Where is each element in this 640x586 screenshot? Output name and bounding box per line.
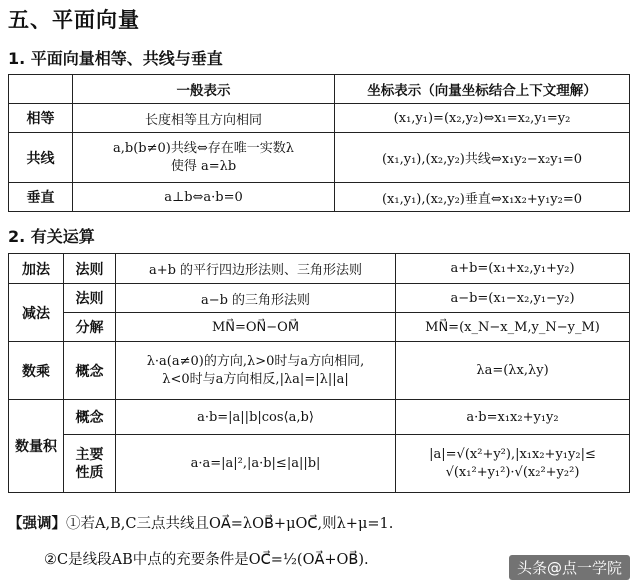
dot-properties-label: 主要性质 xyxy=(64,435,116,493)
perpendicular-general: a⊥b⇔a·b=0 xyxy=(73,183,335,212)
note-prefix: 【强调】 xyxy=(8,516,66,532)
scalar-coord: λa=(λx,λy) xyxy=(396,342,630,400)
collinear-general-line1: a,b(b≠0)共线⇔存在唯一实数λ xyxy=(113,140,294,156)
dot-properties-coord-line1: |a|=√(x²+y²),|x₁x₂+y₁y₂|≤ xyxy=(429,446,596,462)
dot-properties-coord xyxy=(396,435,630,493)
row-label-collinear: 共线 xyxy=(9,133,73,183)
equal-coord: (x₁,y₁)=(x₂,y₂)⇔x₁=x₂,y₁=y₂ xyxy=(335,104,630,133)
subtract-general: a−b 的三角形法则 xyxy=(116,284,396,313)
row-label-equal: 相等 xyxy=(9,104,73,133)
section2-heading: 2. 有关运算 xyxy=(8,227,95,246)
watermark: 头条@点一学院 xyxy=(509,555,630,580)
perpendicular-coord: (x₁,y₁),(x₂,y₂)垂直⇔x₁x₂+y₁y₂=0 xyxy=(335,183,630,212)
scalar-general xyxy=(116,342,396,400)
page-title: 五、平面向量 xyxy=(8,8,140,32)
row-label-scalar: 数乘 xyxy=(9,342,64,400)
subtract-coord: a−b=(x₁−x₂,y₁−y₂) xyxy=(396,284,630,313)
row-label-add: 加法 xyxy=(9,254,64,284)
equal-general: 长度相等且方向相同 xyxy=(73,104,335,133)
dot-coord: a·b=x₁x₂+y₁y₂ xyxy=(396,400,630,435)
col-coord-header: 坐标表示（向量坐标结合上下文理解） xyxy=(335,75,630,104)
decompose-coord: MN⃗=(x_N−x_M,y_N−y_M) xyxy=(396,313,630,342)
subtract-rule-label: 法则 xyxy=(64,284,116,313)
add-sub-label: 法则 xyxy=(64,254,116,284)
collinear-general-line2: 使得 a=λb xyxy=(170,158,237,174)
section1-heading: 1. 平面向量相等、共线与垂直 xyxy=(8,49,223,68)
operations-table xyxy=(8,253,630,493)
scalar-concept-label: 概念 xyxy=(64,342,116,400)
note-1-text: ①若A,B,C三点共线且OA⃗=λOB⃗+μOC⃗,则λ+μ=1. xyxy=(66,516,394,532)
col-general-header: 一般表示 xyxy=(73,75,335,104)
dot-label-text: 数量积 xyxy=(15,439,57,455)
row-label-perpendicular: 垂直 xyxy=(9,183,73,212)
dot-general: a·b=|a||b|cos⟨a,b⟩ xyxy=(116,400,396,435)
note-1 xyxy=(8,512,393,533)
dot-properties-coord-line2: √(x₁²+y₁²)·√(x₂²+y₂²) xyxy=(445,464,580,480)
scalar-general-line2: λ<0时与a方向相反,|λa|=|λ||a| xyxy=(162,371,349,387)
scalar-general-line1: λ·a(a≠0)的方向,λ>0时与a方向相同, xyxy=(146,353,365,369)
empty-header-cell xyxy=(9,75,73,104)
row-label-subtract: 减法 xyxy=(9,284,64,342)
decompose-label: 分解 xyxy=(64,313,116,342)
add-coord: a+b=(x₁+x₂,y₁+y₂) xyxy=(396,254,630,284)
decompose-general: MN⃗=ON⃗−OM⃗ xyxy=(116,313,396,342)
equality-collinear-perpendicular-table xyxy=(8,74,630,212)
collinear-general xyxy=(73,133,335,183)
row-label-dot xyxy=(9,400,64,493)
note-2: ②C是线段AB中点的充要条件是OC⃗=½(OA⃗+OB⃗). xyxy=(44,552,369,568)
collinear-coord: (x₁,y₁),(x₂,y₂)共线⇔x₁y₂−x₂y₁=0 xyxy=(335,133,630,183)
add-general: a+b 的平行四边形法则、三角形法则 xyxy=(116,254,396,284)
dot-concept-label: 概念 xyxy=(64,400,116,435)
dot-properties-general: a·a=|a|²,|a·b|≤|a||b| xyxy=(116,435,396,493)
